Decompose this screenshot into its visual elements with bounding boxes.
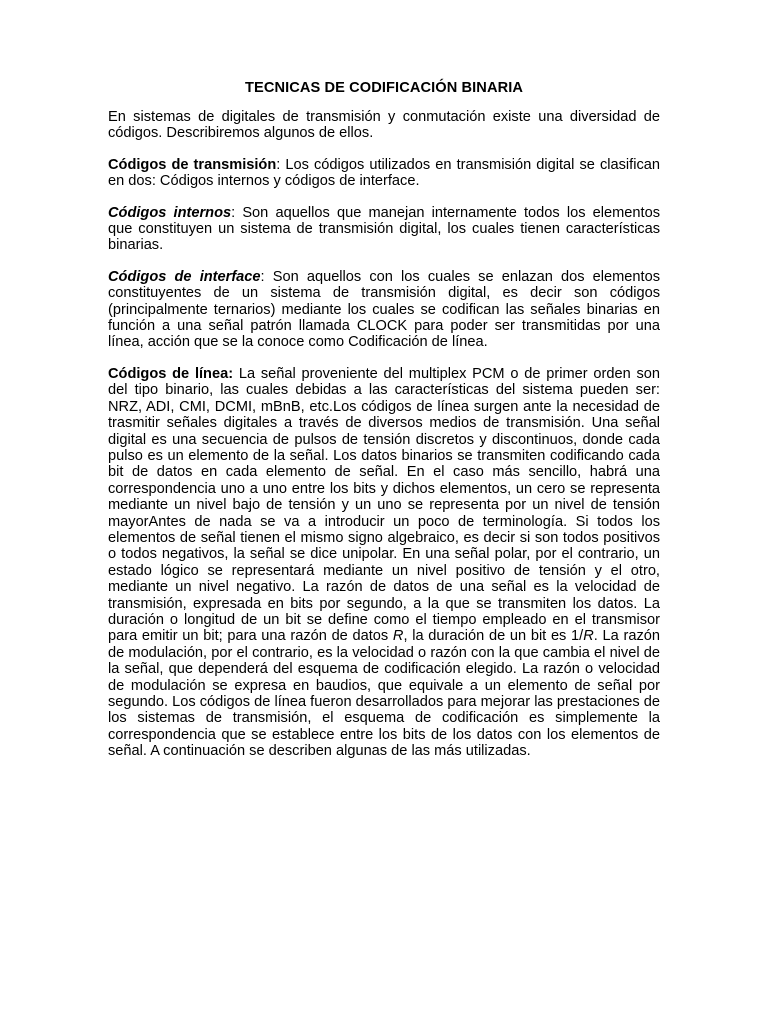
document-title: TECNICAS DE CODIFICACIÓN BINARIA — [244, 80, 524, 96]
interface-label: Códigos de interface — [108, 268, 261, 285]
linea-text-3: . La razón de modulación, por el contrario, es la velocidad o razón con la que cambia el nivel de la señal, que dependerá del esquema de codificación elegido. La razón o velocidad de modulación se expresa en baudios, que equivale a un elemento de señal por segundo. Los códigos de línea fueron desarrollados para mejorar las prestaciones de los sistemas de transmisión, el esquema de codificación es simplemente la correspondencia que se establece entre los bits de los datos con los elementos de señal. A continuación se describen algunas de las más utilizadas. — [108, 628, 660, 760]
transmision-paragraph — [108, 157, 660, 190]
internos-text: : Son aquellos que manejan internamente todos los elementos que constituyen un sistema de transmisión digital, los cuales tienen características binarias. — [108, 204, 660, 254]
document-page — [108, 80, 660, 775]
intro-paragraph — [108, 109, 660, 142]
linea-paragraph — [108, 366, 660, 760]
internos-paragraph — [108, 205, 660, 254]
interface-text: : Son aquellos con los cuales se enlazan dos elementos constituyentes de un sistema de transmisión digital, es decir son códigos (principalmente ternarios) mediante los cuales se codifican las señales binarias en función a una señal patrón llamada CLOCK para poder ser transmitidas por una línea, acción que se la conoce como Codificación de línea. — [108, 268, 660, 351]
intro-text: En sistemas de digitales de transmisión y conmutación existe una diversidad de códigos. Describiremos algunos de ellos. — [108, 109, 660, 142]
linea-text-2: , la duración de un bit es 1/ — [403, 628, 584, 645]
linea-r-1: R — [392, 628, 404, 645]
linea-text-1: La señal proveniente del multiplex PCM o de primer orden son del tipo binario, las cuales debidas a las características del sistema pueden ser: NRZ, ADI, CMI, DCMI, mBnB, etc.Los códigos de línea surgen ante la necesidad de trasmitir señales digitales a través de diversos medios de transmisión. Una señal digital es una secuencia de pulsos de tensión discretos y discontinuos, donde cada pulso es un elemento de la señal. Los datos binarios se transmiten codificando cada bit de datos en cada elemento de señal. En el caso más sencillo, habrá una correspondencia uno a uno entre los bits y dichos elementos, un cero se representa mediante un nivel bajo de tensión y un uno se representa por un nivel de tensión mayorAntes de nada se va a introducir un poco de terminología. Si todos los elementos de señal tienen el mismo signo algebraico, es decir si son todos positivos o todos negativos, la señal se dice unipolar. En una señal polar, por el contrario, un estado lógico se representará mediante un nivel positivo de tensión y el otro, mediante un nivel negativo. La razón de datos de una señal es la velocidad de transmisión, expresada en bits por segundo, a la que se transmiten los datos. La duración o longitud de un bit se define como el tiempo empleado en el transmisor para emitir un bit; para una razón de datos — [108, 365, 660, 645]
linea-r-2: R — [583, 628, 594, 645]
transmision-label: Códigos de transmisión — [108, 156, 277, 173]
linea-label: Códigos de línea: — [108, 365, 234, 382]
interface-paragraph — [108, 269, 660, 351]
transmision-text: : Los códigos utilizados en transmisión digital se clasifican en dos: Códigos internos y códigos de interface. — [108, 156, 660, 190]
internos-label: Códigos internos — [108, 204, 232, 221]
